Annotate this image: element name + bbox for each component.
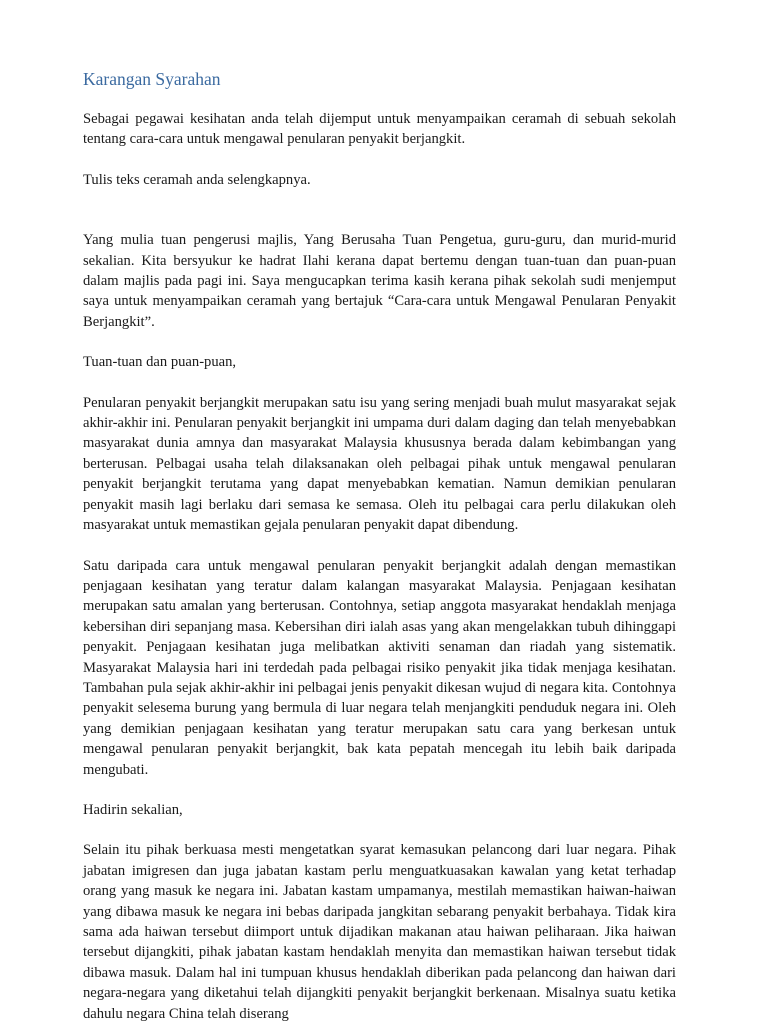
spacer	[83, 373, 676, 393]
instruction-paragraph: Tulis teks ceramah anda selengkapnya.	[83, 171, 311, 188]
spacer	[83, 150, 676, 170]
salutation-paragraph: Hadirin sekalian,	[83, 801, 183, 818]
spacer	[83, 536, 676, 556]
spacer	[83, 332, 676, 352]
body-paragraph: Satu daripada cara untuk mengawal penularan penyakit berjangkit adalah dengan memastikan penjagaan kesihatan yang teratur dalam kalangan masyarakat Malaysia. Penjagaan kesihatan merupakan satu amalan yang berterusan. Contohnya, setiap anggota masyarakat hendaklah menjaga kebersihan diri sepanjang masa. Kebersihan diri ialah asas yang akan mengelakkan tubuh dihinggapi penyakit. Penjagaan kesihatan juga melibatkan aktiviti senaman dan riadah yang sistematik. Masyarakat Malaysia hari ini terdedah pada pelbagai risiko penyakit jika tidak menjaga kesihatan. Tambahan pula sejak akhir-akhir ini pelbagai jenis penyakit dikesan wujud di negara kita. Contohnya penyakit selesema burung yang bermula di luar negara telah menjangkiti penduduk negara ini. Oleh yang demikian penjagaan kesihatan yang teratur merupakan satu cara yang berkesan untuk mengawal penularan penyakit berjangkit, bak kata pepatah mencegah itu lebih baik daripada mengubati.	[83, 557, 676, 778]
question-paragraph: Sebagai pegawai kesihatan anda telah dijemput untuk menyampaikan ceramah di sebuah sekolah tentang cara-cara untuk mengawal penularan penyakit berjangkit.	[83, 111, 676, 148]
spacer	[83, 820, 676, 840]
document-title: Karangan Syarahan	[83, 69, 221, 89]
spacer	[83, 780, 676, 800]
body-paragraph: Penularan penyakit berjangkit merupakan satu isu yang sering menjadi buah mulut masyarakat sejak akhir-akhir ini. Penularan penyakit berjangkit ini umpama duri dalam daging dan telah menyebabkan masyarakat dunia amnya dan masyarakat Malaysia khususnya berada dalam kebimbangan yang berterusan. Pelbagai usaha telah dilaksanakan oleh pelbagai pihak untuk mengawal penularan penyakit berjangkit terutama yang dapat menyebabkan kematian. Namun demikian penularan penyakit masih lagi berlaku dari semasa ke semasa. Oleh itu pelbagai cara perlu dilakukan oleh masyarakat untuk memastikan gejala penularan penyakit dapat dibendung.	[83, 394, 676, 534]
spacer	[83, 190, 676, 230]
salutation-paragraph: Tuan-tuan dan puan-puan,	[83, 354, 237, 371]
body-paragraph: Selain itu pihak berkuasa mesti mengetatkan syarat kemasukan pelancong dari luar negara. Pihak jabatan imigresen dan juga jabatan kastam perlu menguatkuasakan kawalan yang ketat terhadap orang yang masuk ke negara ini. Jabatan kastam umpamanya, mestilah memastikan haiwan-haiwan yang dibawa masuk ke negara ini bebas daripada jangkitan sebarang penyakit berbahaya. Tidak kira sama ada haiwan tersebut diimport untuk dijadikan makanan atau haiwan peliharaan. Jika haiwan tersebut dijangkiti, pihak jabatan kastam hendaklah menyita dan memastikan haiwan tersebut tidak dibawa masuk. Dalam hal ini tumpuan khusus hendaklah diberikan pada pelancong dan haiwan dari negara-negara yang diketahui telah dijangkiti penyakit berjangkit berkenaan. Misalnya suatu ketika dahulu negara China telah diserang	[83, 842, 676, 1022]
document-page	[83, 66, 676, 1024]
opening-paragraph: Yang mulia tuan pengerusi majlis, Yang Berusaha Tuan Pengetua, guru-guru, dan murid-murid sekalian. Kita bersyukur ke hadrat Ilahi kerana dapat bertemu dengan tuan-tuan dan puan-puan dalam majlis pada pagi ini. Saya mengucapkan terima kasih kerana pihak sekolah sudi menjemput saya untuk menyampaikan ceramah yang bertajuk “Cara-cara untuk Mengawal Penularan Penyakit Berjangkit”.	[83, 232, 676, 330]
